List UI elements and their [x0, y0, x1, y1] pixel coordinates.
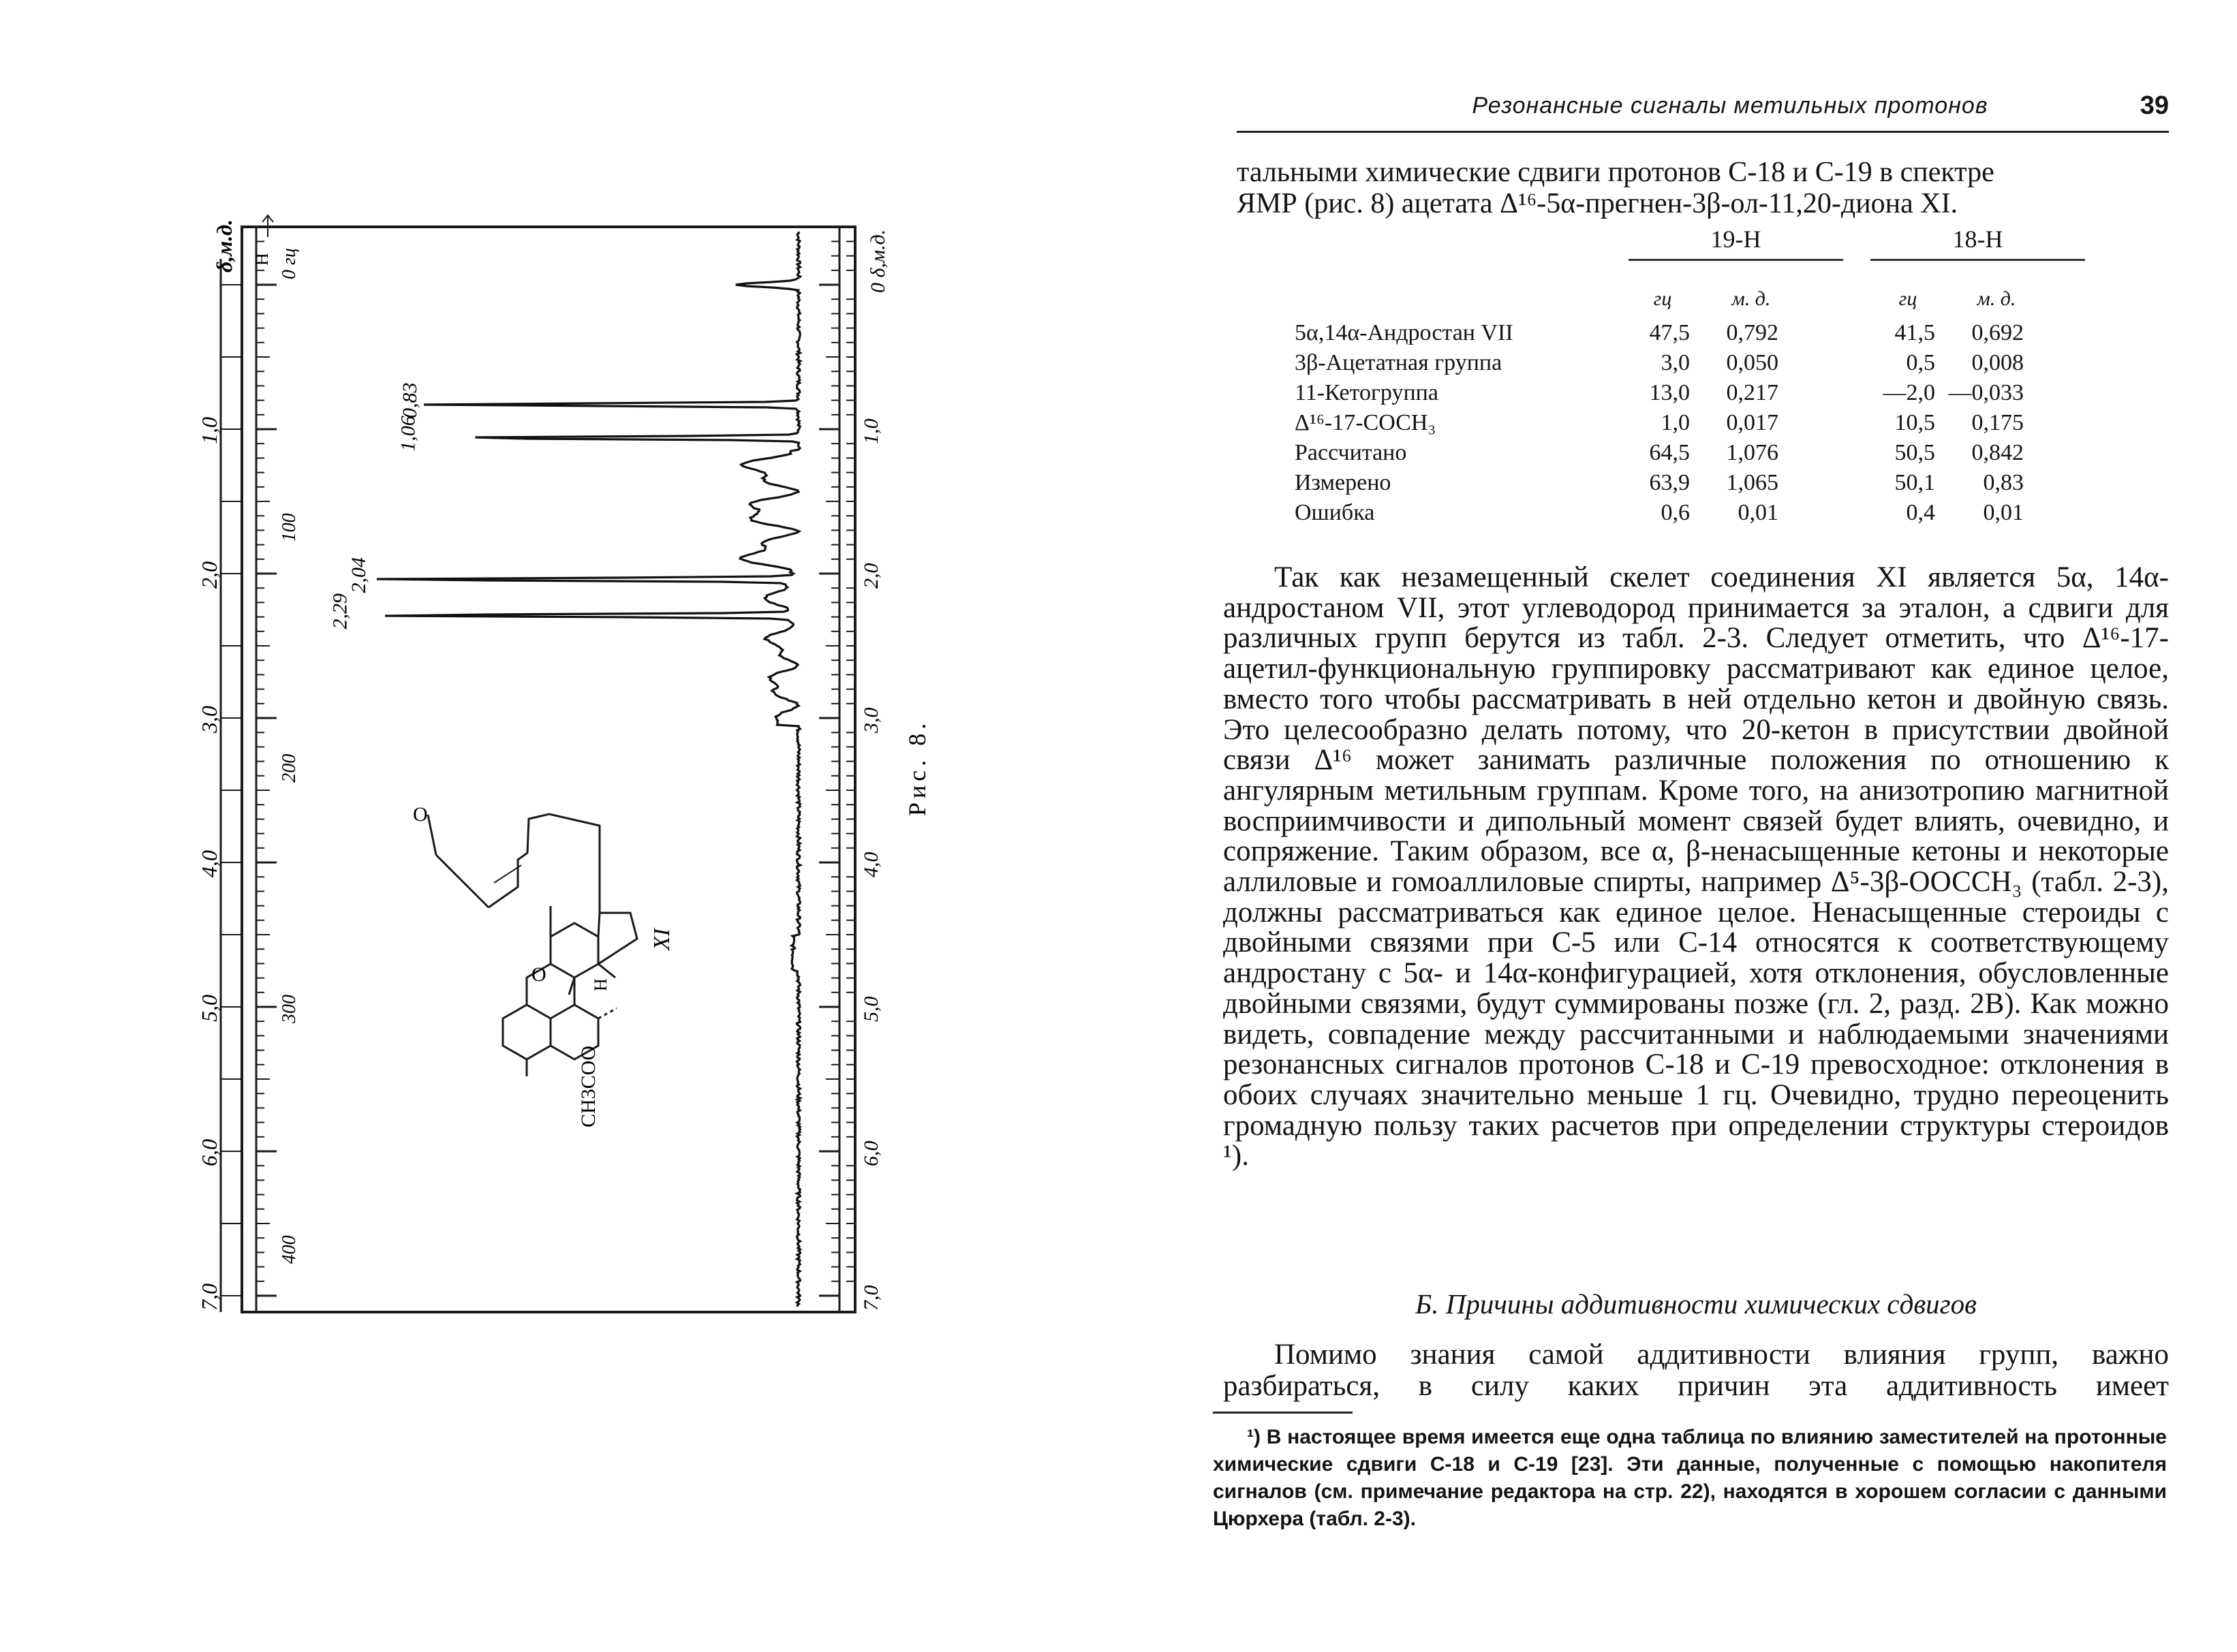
row-label: Рассчитано	[1295, 440, 1407, 465]
hz-tick-label: 300	[279, 995, 300, 1023]
running-head	[1237, 90, 2169, 133]
acetyl-methyl-bond	[436, 855, 489, 907]
table-row	[1295, 350, 2180, 380]
chart-frame	[242, 227, 855, 1312]
left-tick-label: 4,0	[197, 850, 221, 877]
hz-axis-labels	[279, 513, 300, 1264]
peak-label: 0,83	[398, 382, 421, 418]
right-tick-label: 1,0	[860, 418, 882, 444]
acetate-label: CH3COO	[577, 1045, 600, 1127]
row-label: 11-Кетогруппа	[1295, 380, 1438, 405]
left-axis-labels	[197, 417, 221, 1311]
left-tick-label: 7,0	[197, 1283, 221, 1311]
left-tick-group	[221, 241, 277, 1296]
cell-19h-hz: 13,0	[1649, 380, 1690, 405]
h-label: H	[591, 978, 611, 991]
table-row	[1295, 500, 2180, 530]
right-tick-label: 3,0	[860, 707, 882, 733]
cell-19h-hz: 47,5	[1649, 320, 1690, 345]
hz-origin-label: 0 гц	[279, 248, 300, 279]
right-tick-label: 7,0	[860, 1285, 882, 1311]
peak-label: 2,04	[348, 557, 370, 593]
cell-19h-ppm: 0,217	[1726, 380, 1778, 405]
cell-18h-hz: 0,4	[1906, 500, 1935, 525]
right-axis-labels	[860, 419, 882, 1311]
cell-19h-ppm: 0,792	[1726, 320, 1778, 345]
row-label: 5α,14α-Андростан VII	[1295, 320, 1513, 345]
cell-18h-hz: 50,5	[1894, 440, 1935, 465]
paragraph-2-line-2: разбираться, в силу каких причин эта аддитивность имеет	[1223, 1370, 2169, 1402]
right-unit-label: 0 δ,м.д.	[867, 229, 889, 293]
right-tick-label: 5,0	[860, 996, 882, 1022]
unit-hz-18: гц	[1898, 287, 1917, 310]
spectrum-trace	[377, 232, 801, 1307]
right-tick-label: 4,0	[860, 852, 882, 877]
right-tick-label: 2,0	[860, 563, 882, 589]
table-row	[1295, 440, 2180, 470]
row-label: 3β-Ацетатная группа	[1295, 350, 1502, 375]
intro-line-1: тальными химические сдвиги протонов С-18 и С-19 в спектре	[1237, 157, 1994, 188]
cell-18h-hz: 50,1	[1894, 470, 1935, 495]
hz-tick-label: 100	[279, 513, 300, 542]
paragraph-2-line-1: Помимо знания самой аддитивности влияния групп, важно	[1274, 1339, 2169, 1371]
figure-caption: Рис. 8.	[904, 719, 931, 816]
right-page	[1117, 0, 2237, 1652]
cell-18h-ppm: 0,692	[1971, 320, 2024, 345]
cell-19h-hz: 0,6	[1661, 500, 1690, 525]
cell-18h-hz: 10,5	[1894, 410, 1935, 435]
intro-line-2: ЯМР (рис. 8) ацетата Δ¹⁶-5α-прегнен-3β-ол-11,20-диона XI.	[1237, 188, 1958, 219]
cell-18h-hz: 0,5	[1906, 350, 1935, 375]
cell-19h-hz: 63,9	[1649, 470, 1690, 495]
cell-18h-ppm: 0,008	[1971, 350, 2024, 375]
body-text	[1223, 563, 2169, 1172]
page-number: 39	[2140, 91, 2169, 120]
peak-label: 2,29	[328, 593, 352, 629]
table-row	[1295, 410, 2180, 440]
footnote-text: ¹) В настоящее время имеется еще одна таблица по влиянию заместителей на протонные химические сдвиги С-18 и С-19 [23]. Эти данные, полученные с помощью накопителя сигналов (см. примечание редактора на стр. 22), находятся в хорошем согласии с данными Цюрхера (табл. 2-3).	[1213, 1426, 2167, 1530]
cell-19h-hz: 1,0	[1661, 410, 1690, 435]
row-label: Δ¹⁶-17-СОСН₃	[1295, 410, 1436, 435]
cell-18h-ppm: 0,175	[1971, 410, 2024, 435]
cell-18h-ppm: 0,842	[1971, 440, 2024, 465]
left-tick-label: 5,0	[197, 995, 221, 1022]
acetyl-carbonyl-bond	[428, 815, 436, 855]
left-tick-label: 6,0	[197, 1139, 221, 1166]
cell-19h-ppm: 0,01	[1738, 500, 1778, 525]
right-tick-group	[819, 241, 855, 1296]
cell-19h-ppm: 0,017	[1726, 410, 1778, 435]
steroid-structure	[489, 814, 637, 1076]
left-unit-label: δ,м.д.	[212, 219, 236, 272]
right-tick-label: 6,0	[860, 1140, 882, 1166]
row-label: Ошибка	[1295, 500, 1375, 525]
running-title: Резонансные сигналы метильных протонов	[1472, 93, 1988, 119]
ketone-oxygen-label: O	[531, 963, 546, 986]
left-page	[0, 0, 1117, 1652]
cell-19h-ppm: 1,065	[1726, 470, 1778, 495]
cell-18h-hz: —2,0	[1883, 380, 1935, 405]
cell-18h-ppm: —0,033	[1948, 380, 2024, 405]
body-paragraph: Так как незамещенный скелет соединения XI является 5α, 14α-андростаном VII, этот углеводород принимается за эталон, а сдвиги для различных групп берутся из табл. 2-3. Следует отметить, что Δ¹⁶-17-ацетил-функциональную группировку рассматривают как единое целое, вместо того чтобы рассматривать в ней отдельно кетон и двойную связь. Это целесообразно делать потому, что 20-кетон в присутствии двойной связи Δ¹⁶ может занимать различные положения по отношению к ангулярным метильным группам. Кроме того, на анизотропию магнитной восприимчивости и дипольный момент связей будет влиять, очевидно, и сопряжение. Таким образом, все α, β-ненасыщенные кетоны и некоторые аллиловые и гомоаллиловые спирты, например Δ⁵-3β-ООССН₃ (табл. 2-3), должны рассматриваться как единое целое. Ненасыщенные стероиды с двойными связями при С-5 или С-14 относятся к соответствующему андростану с 5α- и 14α-конфигурацией, хотя отклонения, обусловленные двойными связями, будут суммированы позже (гл. 2, разд. 2В). Как можно видеть, совпадение между рассчитанными и наблюдаемыми значениями резонансных сигналов протонов С-18 и С-19 превосходное: отклонения в обоих случаях значительно меньше 1 гц. Очевидно, трудно переоценить громадную пользу таких расчетов при определении структуры стероидов ¹).	[1223, 561, 2169, 1172]
unit-ppm-19: м. д.	[1731, 287, 1771, 310]
hz-tick-label: 200	[279, 753, 300, 783]
intro-text	[1237, 157, 2169, 219]
cell-19h-ppm: 0,050	[1726, 350, 1778, 375]
left-tick-label: 1,0	[197, 417, 221, 444]
left-tick-label: 2,0	[197, 561, 221, 589]
hz-h-label: H	[252, 253, 272, 266]
cell-18h-hz: 41,5	[1894, 320, 1935, 345]
cell-18h-ppm: 0,83	[1983, 470, 2024, 495]
nmr-figure	[0, 0, 1117, 1652]
footnote-rule	[1213, 1412, 1353, 1414]
left-tick-label: 3,0	[197, 706, 221, 733]
footnote	[1213, 1424, 2167, 1533]
cell-19h-hz: 64,5	[1649, 440, 1690, 465]
hz-tick-label: 400	[279, 1235, 300, 1264]
group-18h-header: 18-Н	[1870, 225, 2085, 261]
group-19h-header: 19-Н	[1629, 225, 1843, 261]
unit-hz-19: гц	[1653, 287, 1672, 310]
table-row	[1295, 470, 2180, 500]
cell-19h-hz: 3,0	[1661, 350, 1690, 375]
unit-ppm-18: м. д.	[1977, 287, 2016, 310]
table-row	[1295, 320, 2180, 350]
section-heading: Б. Причины аддитивности химических сдвигов	[1415, 1288, 1977, 1320]
cell-19h-ppm: 1,076	[1726, 440, 1778, 465]
peak-label-group	[328, 382, 420, 629]
acetyl-oxygen-label: O	[413, 803, 428, 826]
peak-label: 1,06	[397, 416, 420, 452]
cell-18h-ppm: 0,01	[1983, 500, 2024, 525]
compound-label: XI	[649, 928, 675, 950]
row-label: Измерено	[1295, 470, 1391, 495]
table-row	[1295, 380, 2180, 410]
paragraph-2	[1223, 1339, 2169, 1402]
